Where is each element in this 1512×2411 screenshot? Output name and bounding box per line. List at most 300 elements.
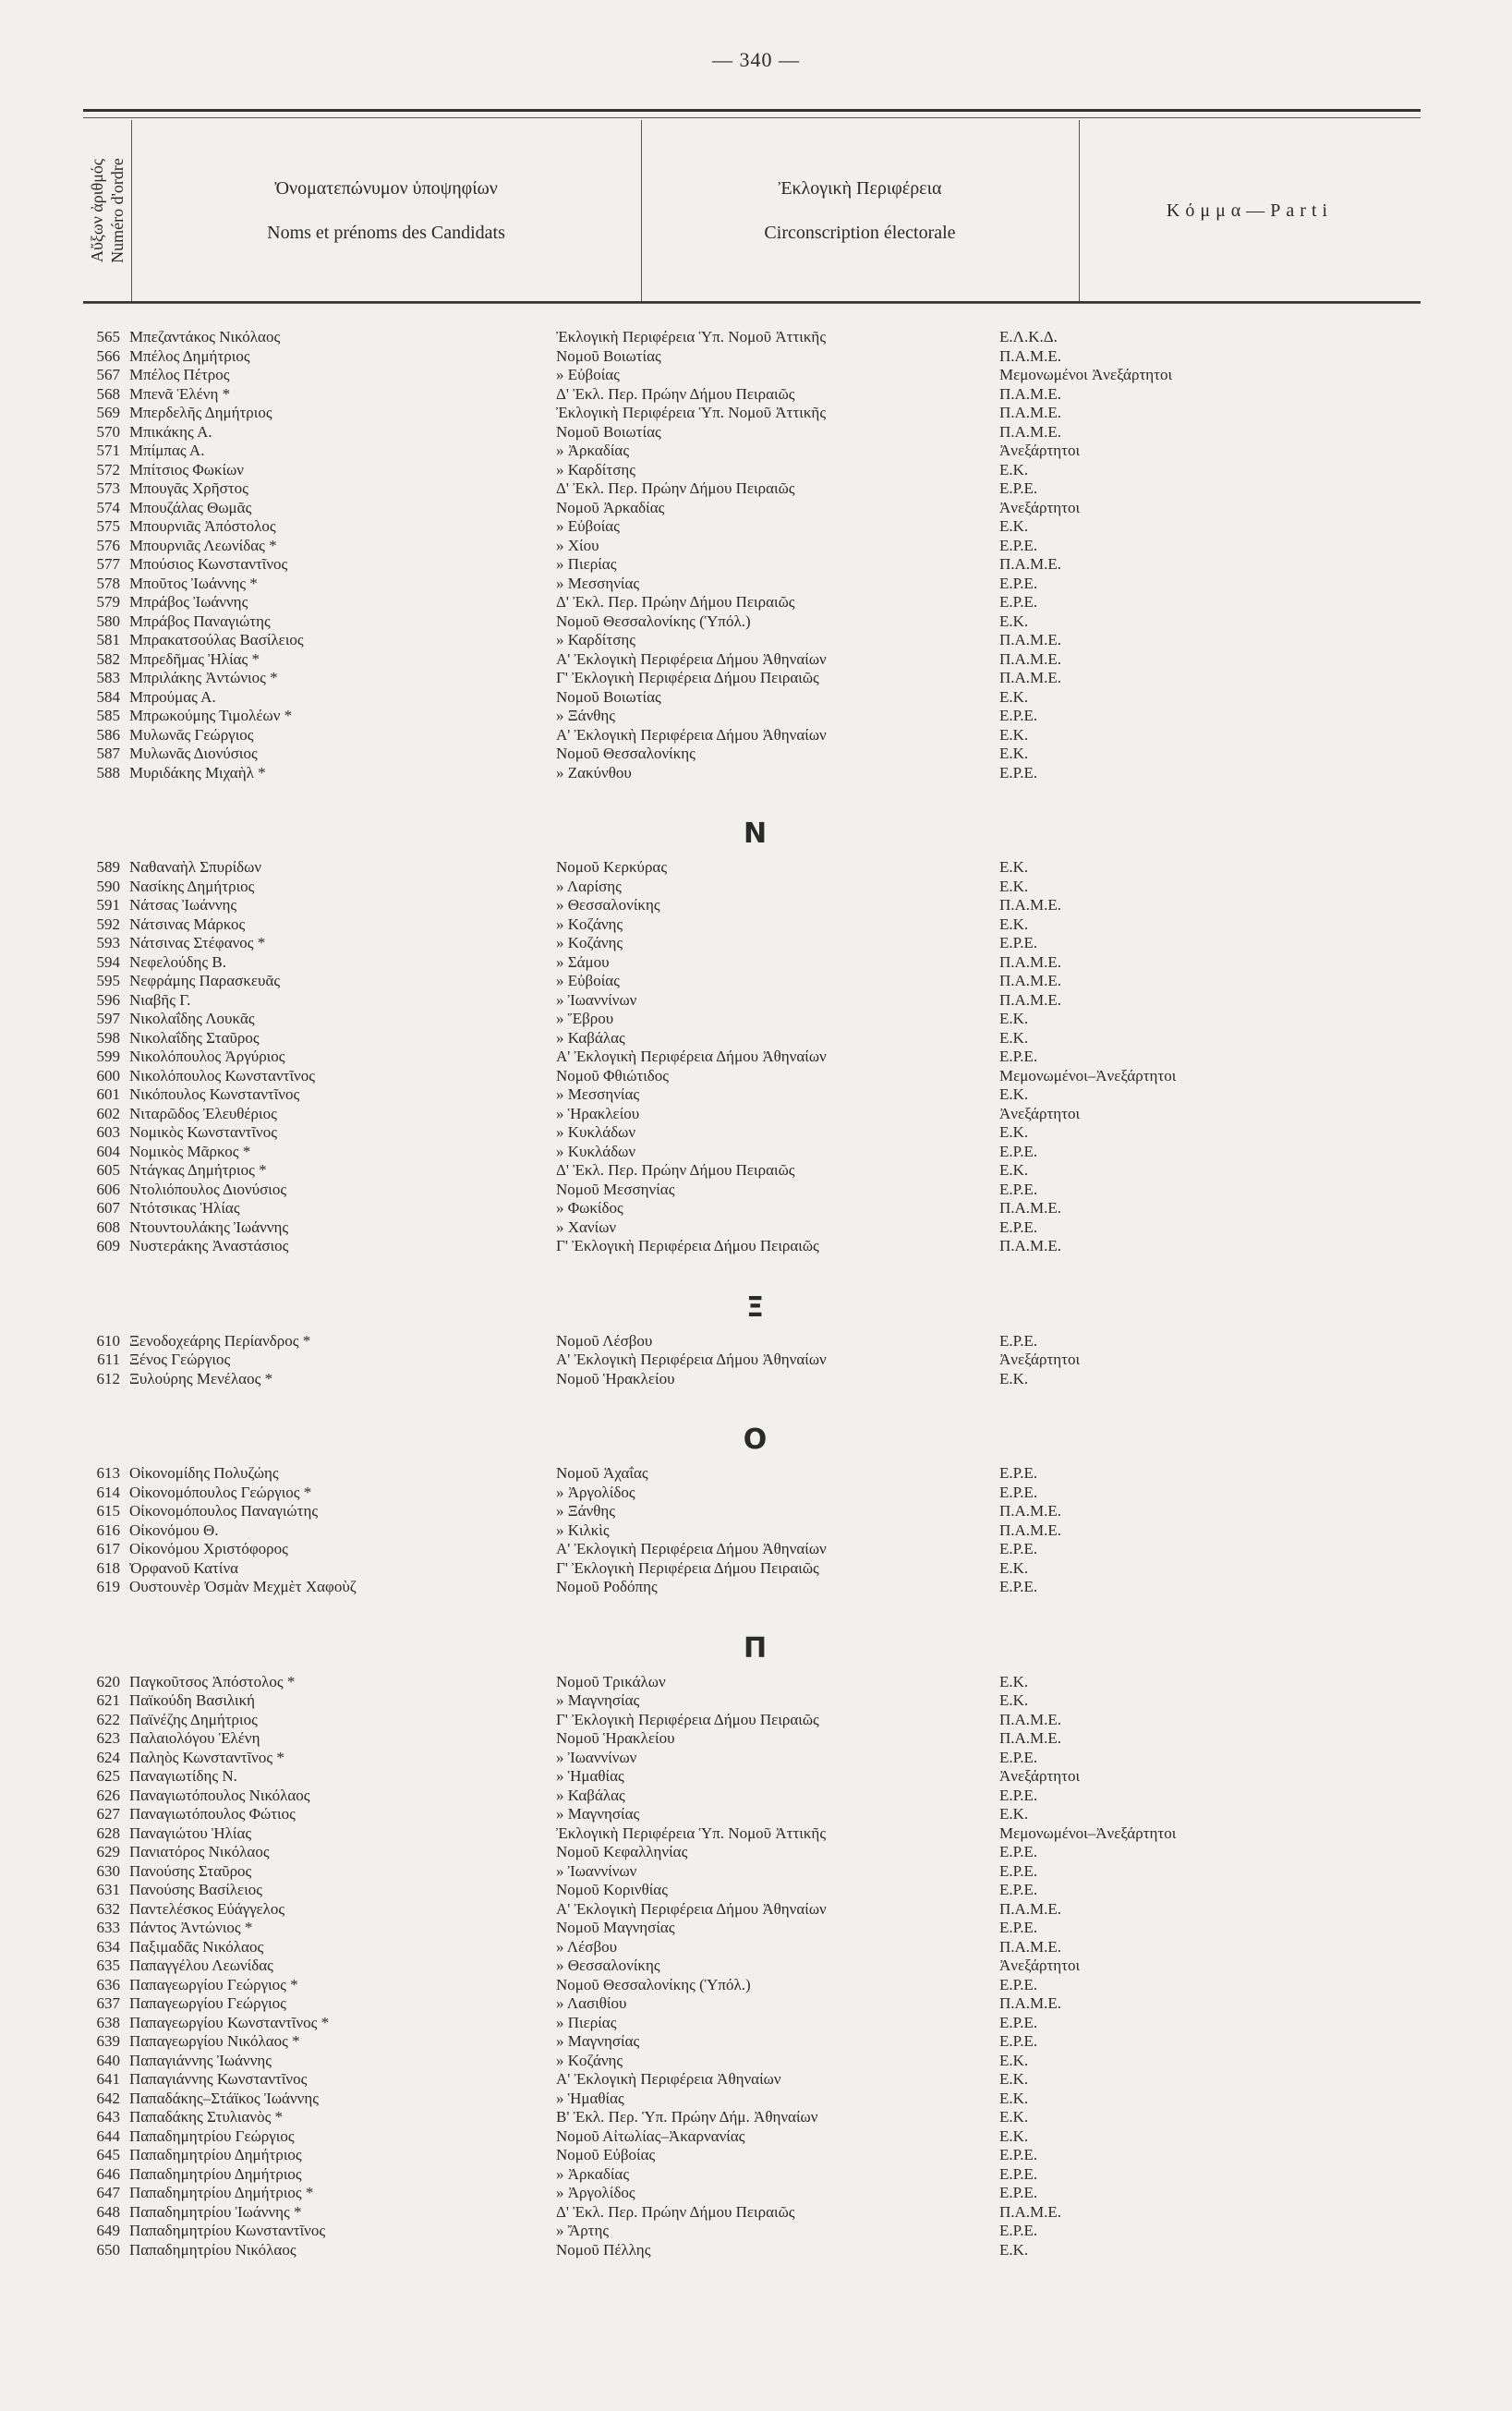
row-number: 594 [96,952,120,971]
row-number: 577 [96,555,120,573]
row-number: 641 [96,2070,120,2088]
candidate-name: Παπαδάκης Στυλιανὸς * [129,2108,284,2126]
candidate-name: Οἰκονομόπουλος Γεώργιος * [129,1483,312,1501]
constituency: » Μεσσηνίας [556,574,640,592]
candidate-name: Ὀρφανοῦ Κατίνα [129,1558,239,1577]
candidate-name: Νιαβῆς Γ. [129,990,191,1009]
candidate-name: Μπούσιος Κωνσταντῖνος [129,555,288,573]
table-row [83,1235,1421,1257]
row-number: 627 [96,1805,120,1823]
constituency: » Εὐβοίας [556,517,620,535]
header-col-number [83,120,131,301]
row-number: 635 [96,1957,120,1974]
candidate-name: Ντάγκας Δημήτριος * [129,1161,267,1179]
constituency: » Ζακύνθου [556,763,632,781]
row-number: 592 [96,915,120,933]
candidate-name: Πανιατόρος Νικόλαος [129,1843,270,1860]
party: Ε.Ρ.Ε. [999,2184,1038,2201]
constituency: » Ἀρκαδίας [556,442,630,459]
row-number: 565 [96,328,120,345]
candidate-name: Ντότσικας Ἠλίας [129,1199,240,1217]
header-col-number-gr: Αὔξων ἀριθμός [88,158,106,263]
party: Ε.Κ. [999,1369,1029,1387]
header-col-number-fr: Numéro d'ordre [108,158,127,263]
constituency: » Λαρίσης [556,877,622,895]
row-number: 608 [96,1218,120,1236]
row-number: 648 [96,2202,120,2221]
party: Ε.Ρ.Ε. [999,1975,1038,1993]
constituency: » Ἕβρου [556,1010,614,1027]
row-number: 640 [96,2051,120,2069]
candidate-name: Μπουζάλας Θωμᾶς [129,498,252,516]
candidate-name: Παγκοῦτσος Ἀπόστολος * [129,1672,296,1690]
header-col-circ-fr: Circonscription électorale [764,223,956,243]
constituency: Νομοῦ Εὐβοίας [556,2146,656,2163]
party: Ε.Κ. [999,1805,1029,1823]
row-number: 649 [96,2222,120,2239]
candidate-name: Μυλωνᾶς Διονύσιος [129,745,258,762]
party: Ε.Ρ.Ε. [999,1048,1038,1065]
party: Ε.Ρ.Ε. [999,1861,1038,1880]
row-number: 575 [96,517,120,535]
candidate-name: Νάτσας Ἰωάννης [129,896,237,914]
constituency: Δ' Ἐκλ. Περ. Πρώην Δήμου Πειραιῶς [556,384,795,403]
constituency: » Καβάλας [556,1028,625,1047]
party: Ε.Κ. [999,1161,1029,1179]
candidate-name: Νικολόπουλος Ἀργύριος [129,1048,285,1065]
party: Π.Α.Μ.Ε. [999,555,1062,573]
header-inner-rule [83,117,1421,118]
party: Ε.Κ. [999,517,1029,535]
row-number: 605 [96,1161,120,1179]
constituency: » Μαγνησίας [556,2032,640,2050]
page-number: — 340 — [712,48,800,71]
candidate-name: Παναγιώτου Ἠλίας [129,1823,252,1842]
constituency: Νομοῦ Θεσσαλονίκης [556,745,696,762]
constituency: » Καρδίτσης [556,631,635,648]
constituency: Γ' Ἐκλογικὴ Περιφέρεια Δήμου Πειραιῶς [556,1558,819,1577]
constituency: Δ' Ἐκλ. Περ. Πρώην Δήμου Πειραιῶς [556,1161,795,1179]
row-number: 597 [96,1010,120,1027]
party: Ε.Κ. [999,612,1029,630]
party: Ε.Κ. [999,460,1029,479]
row-number: 609 [96,1237,120,1254]
row-number: 607 [96,1199,120,1217]
party: Ε.Κ. [999,858,1029,876]
candidate-name: Ντουντουλάκης Ἰωάννης [129,1218,289,1236]
row-number: 576 [96,536,120,554]
row-number: 639 [96,2032,120,2050]
row-number: 624 [96,1748,120,1766]
constituency: » Κυκλάδων [556,1142,636,1160]
constituency: Νομοῦ Ροδόπης [556,1578,658,1595]
party: Π.Α.Μ.Ε. [999,384,1062,403]
row-number: 573 [96,479,120,497]
row-number: 591 [96,896,120,914]
candidate-name: Ναθαναὴλ Σπυρίδων [129,858,262,876]
party: Π.Α.Μ.Ε. [999,972,1062,989]
candidate-name: Μποῦτος Ἰωάννης * [129,574,258,592]
constituency: Γ' Ἐκλογικὴ Περιφέρεια Δήμου Πειραιῶς [556,1237,819,1254]
row-number: 614 [96,1483,120,1501]
party: Ε.Κ. [999,1672,1029,1690]
party: Ε.Κ. [999,1010,1029,1027]
constituency: Α' Ἐκλογικὴ Περιφέρεια Δήμου Ἀθηναίων [556,725,827,744]
candidate-name: Ξένος Γεώργιος [129,1351,231,1368]
row-number: 602 [96,1104,120,1122]
candidate-name: Παντελέσκος Εὐάγγελος [129,1899,285,1918]
party: Ε.Ρ.Ε. [999,1919,1038,1936]
constituency: Νομοῦ Πέλλης [556,2240,651,2259]
constituency: » Κοζάνης [556,915,623,933]
party: Μεμονωμένοι Ἀνεξάρτητοι [999,366,1173,383]
row-number: 642 [96,2089,120,2107]
constituency: Ἐκλογικὴ Περιφέρεια Ὑπ. Νομοῦ Ἀττικῆς [556,404,827,421]
party: Ε.Ρ.Ε. [999,707,1038,724]
constituency: Β' Ἐκλ. Περ. Ὑπ. Πρώην Δήμ. Ἀθηναίων [556,2108,818,2126]
row-number: 619 [96,1578,120,1595]
row-number: 566 [96,346,120,365]
party: Ε.Ρ.Ε. [999,2032,1038,2050]
row-number: 629 [96,1843,120,1860]
candidate-name: Ουστουνὲρ Ὀσμὰν Μεχμὲτ Χαφοὺζ [129,1578,357,1595]
row-number: 568 [96,384,120,403]
row-number: 643 [96,2108,120,2126]
constituency: Νομοῦ Βοιωτίας [556,346,661,365]
party: Ε.Ρ.Ε. [999,934,1038,951]
party: Ε.Κ. [999,2108,1029,2126]
constituency: Νομοῦ Ἀχαΐας [556,1464,648,1482]
candidate-name: Παπαγγέλου Λεωνίδας [129,1957,273,1974]
row-number: 617 [96,1540,120,1557]
row-number: 569 [96,404,120,421]
section-letter: Ξ [746,1290,766,1324]
party: Π.Α.Μ.Ε. [999,896,1062,914]
candidate-name: Μπουρνιᾶς Λεωνίδας * [129,536,277,554]
candidate-name: Παπαγεωργίου Νικόλαος * [129,2032,300,2050]
candidate-name: Παλαιολόγου Ἑλένη [129,1729,260,1747]
section-letter: Ο [743,1424,769,1456]
party: Ἀνεξάρτητοι [999,498,1081,516]
row-number: 589 [96,858,120,876]
candidate-name: Παϊνέζης Δημήτριος [129,1710,258,1728]
candidate-name: Μπεζαντάκος Νικόλαος [129,328,281,345]
constituency: Νομοῦ Ἡρακλείου [556,1369,675,1387]
row-number: 650 [96,2240,120,2259]
constituency: Γ' Ἐκλογικὴ Περιφέρεια Δήμου Πειραιῶς [556,1710,819,1728]
party: Ε.Κ. [999,2070,1029,2088]
candidate-name: Ντολιόπουλος Διονύσιος [129,1180,287,1198]
row-number: 646 [96,2164,120,2183]
party: Π.Α.Μ.Ε. [999,649,1062,668]
party: Ε.Κ. [999,2240,1029,2259]
candidate-name: Παληὸς Κωνσταντῖνος * [129,1748,284,1766]
party: Ε.Ρ.Ε. [999,1218,1038,1236]
constituency: Νομοῦ Τρικάλων [556,1672,666,1690]
party: Ε.Ρ.Ε. [999,1142,1038,1160]
constituency: » Κυκλάδων [556,1123,636,1141]
candidate-name: Νάτσινας Στέφανος * [129,934,266,951]
constituency: » Ξάνθης [556,1502,616,1520]
party: Π.Α.Μ.Ε. [999,669,1062,686]
row-number: 616 [96,1521,120,1539]
row-number: 574 [96,498,120,516]
party: Ε.Κ. [999,1028,1029,1047]
party: Π.Α.Μ.Ε. [999,346,1062,365]
constituency: » Χίου [556,536,599,554]
row-number: 634 [96,1937,120,1956]
party: Π.Α.Μ.Ε. [999,631,1062,648]
candidate-name: Παπαγεωργίου Κωνσταντῖνος * [129,2013,330,2031]
party: Μεμονωμένοι–Ἀνεξάρτητοι [999,1823,1177,1842]
party: Ε.Κ. [999,1558,1029,1577]
row-number: 610 [96,1331,120,1350]
row-number: 622 [96,1710,120,1728]
candidate-name: Νιταρῶδος Ἐλευθέριος [129,1104,277,1122]
party: Ε.Ρ.Ε. [999,2222,1038,2239]
party: Ε.Κ. [999,1691,1029,1709]
party: Ε.Ρ.Ε. [999,1540,1038,1557]
constituency: Α' Ἐκλογικὴ Περιφέρεια Δήμου Ἀθηναίων [556,1899,827,1918]
candidate-name: Νομικὸς Μᾶρκος * [129,1142,251,1160]
candidate-name: Παξιμαδᾶς Νικόλαος [129,1937,264,1956]
row-number: 593 [96,934,120,951]
party: Π.Α.Μ.Ε. [999,1199,1062,1217]
candidate-name: Νικολαΐδης Σταῦρος [129,1028,260,1047]
party: Ε.Κ. [999,687,1029,706]
candidate-name: Παναγιωτόπουλος Φώτιος [129,1805,296,1823]
party: Ε.Ρ.Ε. [999,1881,1038,1898]
constituency: Α' Ἐκλογικὴ Περιφέρεια Δήμου Ἀθηναίων [556,1048,827,1065]
section-letter: Ν [743,818,769,850]
row-number: 630 [96,1861,120,1880]
section-letter: Π [743,1631,769,1665]
candidate-name: Παπαδημητρίου Νικόλαος [129,2240,296,2259]
row-number: 578 [96,574,120,592]
candidate-name: Μπρακατσούλας Βασίλειος [129,631,304,648]
candidate-name: Μπέλος Δημήτριος [129,346,250,365]
candidate-name: Πάντος Ἀντώνιος * [129,1919,253,1936]
constituency: Νομοῦ Κεφαλληνίας [556,1843,688,1860]
constituency: » Ἀργολίδος [556,2184,635,2201]
constituency: » Θεσσαλονίκης [556,896,660,914]
party: Μεμονωμένοι–Ἀνεξάρτητοι [999,1066,1177,1084]
row-number: 623 [96,1729,120,1747]
party: Ε.Κ. [999,2089,1029,2107]
candidate-name: Νικολόπουλος Κωνσταντῖνος [129,1066,315,1084]
constituency: » Καρδίτσης [556,460,635,479]
candidate-name: Παναγιωτόπουλος Νικόλαος [129,1786,310,1804]
constituency: » Ἰωαννίνων [556,1861,637,1880]
candidate-name: Νικόπουλος Κωνσταντῖνος [129,1085,300,1103]
row-number: 579 [96,593,120,611]
party: Ε.Ρ.Ε. [999,536,1038,554]
row-number: 628 [96,1823,120,1842]
candidate-name: Μυριδάκης Μιχαὴλ * [129,763,266,781]
candidate-name: Μπικάκης Α. [129,422,212,441]
party: Π.Α.Μ.Ε. [999,1994,1062,2012]
party: Ἀνεξάρτητοι [999,442,1081,459]
party: Π.Α.Μ.Ε. [999,404,1062,421]
candidate-name: Νασίκης Δημήτριος [129,877,255,895]
row-number: 647 [96,2184,120,2201]
constituency: » Πιερίας [556,555,617,573]
candidate-name: Πανούσης Βασίλειος [129,1881,262,1898]
header-bottom-rule [0,303,1512,306]
constituency: » Ἡρακλείου [556,1104,640,1122]
row-number: 631 [96,1881,120,1898]
party: Ε.Λ.Κ.Δ. [999,328,1058,345]
row-number: 596 [96,990,120,1009]
party: Π.Α.Μ.Ε. [999,1729,1062,1747]
candidate-name: Οἰκονόμου Χριστόφορος [129,1540,288,1557]
constituency: Ἐκλογικὴ Περιφέρεια Ὑπ. Νομοῦ Ἀττικῆς [556,1823,827,1842]
party: Π.Α.Μ.Ε. [999,1521,1062,1539]
candidate-name: Παπαδημητρίου Δημήτριος [129,2164,302,2183]
constituency: Νομοῦ Κορινθίας [556,1881,668,1898]
constituency: » Ἀρκαδίας [556,2164,630,2183]
candidate-name: Νάτσινας Μάρκος [129,915,246,933]
candidate-name: Παπαδημητρίου Ἰωάννης * [129,2202,302,2221]
candidate-name: Πανούσης Σταῦρος [129,1861,252,1880]
header-col-circ [641,120,1079,301]
row-number: 572 [96,460,120,479]
row-number: 567 [96,366,120,383]
candidate-name: Μυλωνᾶς Γεώργιος [129,725,254,744]
constituency: » Φωκίδος [556,1199,623,1217]
row-number: 590 [96,877,120,895]
row-number: 582 [96,649,120,668]
row-number: 571 [96,442,120,459]
candidate-name: Μπρωκούμης Τιμολέων * [129,707,293,724]
constituency: Νομοῦ Μαγνησίας [556,1919,675,1936]
party: Ε.Κ. [999,725,1029,744]
constituency: Νομοῦ Λέσβου [556,1331,653,1350]
candidate-name: Μπενᾶ Ἑλένη * [129,384,231,403]
constituency: Δ' Ἐκλ. Περ. Πρώην Δήμου Πειραιῶς [556,593,795,611]
party: Ε.Ρ.Ε. [999,1464,1038,1482]
row-number: 570 [96,422,120,441]
row-number: 636 [96,1975,120,1993]
header-col-party [1079,120,1421,301]
party: Ε.Ρ.Ε. [999,1180,1038,1198]
constituency: » Πιερίας [556,2013,617,2031]
row-number: 613 [96,1464,120,1482]
constituency: » Κοζάνης [556,934,623,951]
row-number: 621 [96,1691,120,1709]
row-number: 604 [96,1142,120,1160]
constituency: » Μαγνησίας [556,1805,640,1823]
candidate-name: Παπαδημητρίου Δημήτριος [129,2146,302,2163]
row-number: 615 [96,1502,120,1520]
candidate-name: Μπρούμας Α. [129,687,216,706]
table-header [83,109,1421,304]
constituency: Δ' Ἐκλ. Περ. Πρώην Δήμου Πειραιῶς [556,2202,795,2221]
party: Π.Α.Μ.Ε. [999,2202,1062,2221]
candidate-name: Παπαγεωργίου Γεώργιος * [129,1975,298,1993]
constituency: Νομοῦ Κερκύρας [556,858,668,876]
row-number: 580 [96,612,120,630]
party: Ε.Κ. [999,745,1029,762]
party: Ε.Ρ.Ε. [999,1786,1038,1804]
candidate-name: Νικολαΐδης Λουκᾶς [129,1010,255,1027]
constituency: Ἐκλογικὴ Περιφέρεια Ὑπ. Νομοῦ Ἀττικῆς [556,328,827,345]
candidate-name: Παπαδημητρίου Δημήτριος * [129,2184,314,2201]
constituency: » Καβάλας [556,1786,625,1804]
row-number: 645 [96,2146,120,2163]
party: Ε.Ρ.Ε. [999,1331,1038,1350]
constituency: Α' Ἐκλογικὴ Περιφέρεια Δήμου Ἀθηναίων [556,649,827,668]
constituency: Δ' Ἐκλ. Περ. Πρώην Δήμου Πειραιῶς [556,479,795,497]
candidate-name: Παϊκούδη Βασιλική [129,1691,256,1709]
candidate-name: Νυστεράκης Ἀναστάσιος [129,1237,289,1254]
candidate-name: Ξυλούρης Μενέλαος * [129,1369,273,1387]
party: Ε.Ρ.Ε. [999,574,1038,592]
candidate-name: Μπρεδῆμας Ἠλίας * [129,649,260,668]
constituency: » Θεσσαλονίκης [556,1957,660,1974]
row-number: 637 [96,1994,120,2012]
candidate-name: Παναγιωτίδης Ν. [129,1767,237,1785]
constituency: Α' Ἐκλογικὴ Περιφέρεια Ἀθηναίων [556,2070,781,2088]
constituency: » Ἰωαννίνων [556,990,637,1009]
table-row [83,1368,1421,1390]
candidate-name: Μπράβος Παναγιώτης [129,612,271,630]
constituency: Γ' Ἐκλογικὴ Περιφέρεια Δήμου Πειραιῶς [556,669,819,686]
constituency: » Ἄρτης [556,2222,610,2239]
constituency: Νομοῦ Ἡρακλείου [556,1729,675,1747]
party: Ε.Ρ.Ε. [999,1843,1038,1860]
party: Π.Α.Μ.Ε. [999,422,1062,441]
row-number: 583 [96,669,120,686]
candidate-name: Μπράβος Ἰωάννης [129,593,248,611]
row-number: 600 [96,1066,120,1084]
row-number: 612 [96,1369,120,1387]
constituency: » Ἡμαθίας [556,2089,624,2107]
party: Ε.Ρ.Ε. [999,763,1038,781]
table-row [83,2239,1421,2261]
constituency: Νομοῦ Θεσσαλονίκης (Ὑπόλ.) [556,612,751,630]
row-number: 587 [96,745,120,762]
constituency: » Μαγνησίας [556,1691,640,1709]
constituency: » Εὐβοίας [556,972,620,989]
party: Π.Α.Μ.Ε. [999,1937,1062,1956]
row-number: 603 [96,1123,120,1141]
party: Ε.Κ. [999,2051,1029,2069]
header-col-name [131,120,641,301]
party: Ἀνεξάρτητοι [999,1351,1081,1368]
constituency: » Εὐβοίας [556,366,620,383]
row-number: 626 [96,1786,120,1804]
candidate-name: Μπίτσιος Φωκίων [129,460,244,479]
row-number: 632 [96,1899,120,1918]
party: Ε.Κ. [999,1085,1029,1103]
constituency: Α' Ἐκλογικὴ Περιφέρεια Δήμου Ἀθηναίων [556,1351,827,1368]
row-number: 638 [96,2013,120,2031]
constituency: » Λέσβου [556,1937,618,1956]
candidate-name: Παπαγεωργίου Γεώργιος [129,1994,286,2012]
candidate-name: Οἰκονόμου Θ. [129,1521,219,1539]
row-number: 644 [96,2126,120,2145]
row-number: 585 [96,707,120,724]
party: Ε.Κ. [999,2126,1029,2145]
constituency: Νομοῦ Βοιωτίας [556,422,661,441]
party: Ε.Ρ.Ε. [999,593,1038,611]
party: Ε.Ρ.Ε. [999,1578,1038,1595]
row-number: 633 [96,1919,120,1936]
header-col-name-gr: Ὀνοματεπώνυμον ὑποψηφίων [274,178,498,199]
candidate-name: Παπαδημητρίου Γεώργιος [129,2126,295,2145]
row-number: 595 [96,972,120,989]
